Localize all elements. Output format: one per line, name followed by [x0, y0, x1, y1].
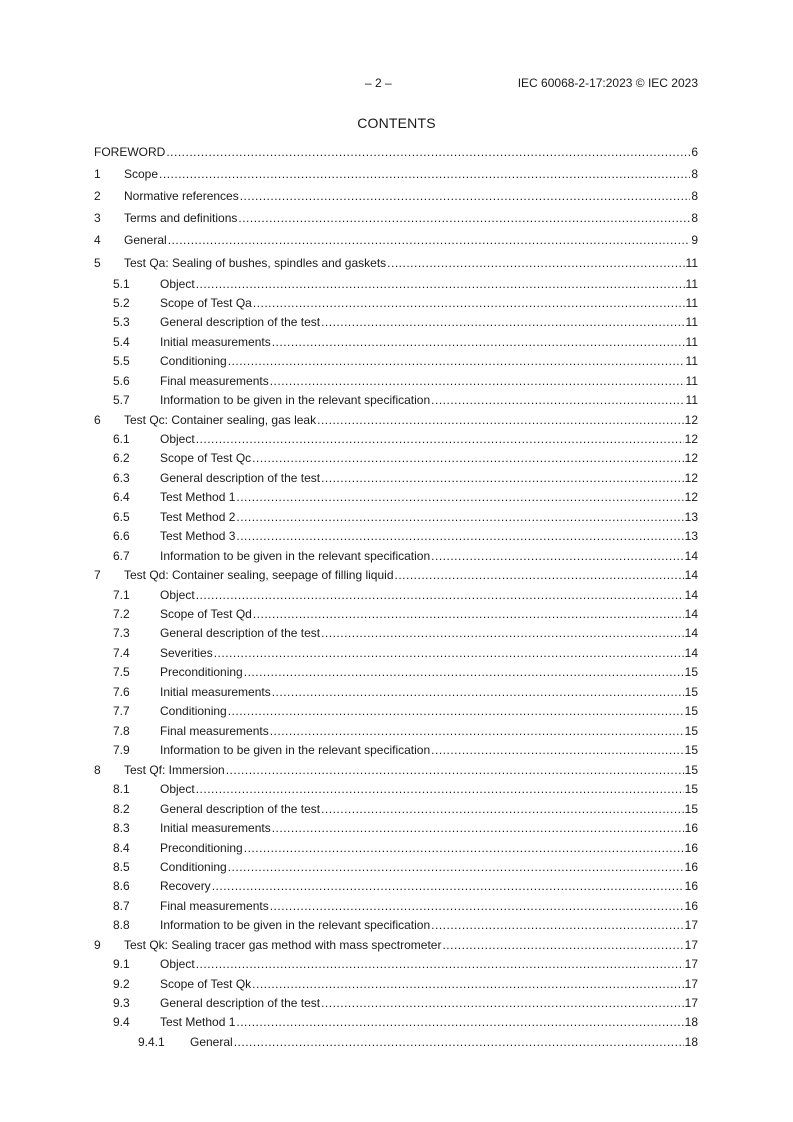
toc-entry-number: 9.3 [113, 996, 130, 1010]
toc-entry[interactable] [113, 704, 698, 719]
toc-entry[interactable] [138, 1035, 698, 1050]
toc-entry-number: 5.5 [113, 354, 130, 368]
toc-entry-title: Conditioning [160, 704, 227, 718]
dot-leader [238, 211, 690, 226]
toc-entry-title: Final measurements [160, 899, 269, 913]
toc-entry-title: Initial measurements [160, 685, 271, 699]
toc-entry-title: Scope of Test Qa [160, 296, 252, 310]
toc-entry-number: 7.8 [113, 724, 130, 738]
toc-entry-number: 7.5 [113, 665, 130, 679]
toc-entry-number: 8 [94, 763, 101, 777]
toc-entry[interactable] [113, 899, 698, 914]
toc-entry-title: Severities [160, 646, 213, 660]
toc-entry-page: 14 [684, 588, 698, 602]
toc-entry-page: 8 [691, 167, 698, 181]
toc-entry-title: Test Qa: Sealing of bushes, spindles and gaskets [124, 256, 387, 270]
toc-entry-number: 2 [94, 189, 101, 203]
toc-entry-page: 11 [685, 393, 698, 407]
dot-leader [240, 189, 691, 204]
toc-entry-number: 8.7 [113, 899, 130, 913]
dot-leader [196, 432, 684, 447]
toc-entry-number: 7.9 [113, 743, 130, 757]
dot-leader [212, 879, 684, 894]
toc-entry-title: Scope of Test Qd [160, 607, 252, 621]
toc-entry[interactable] [113, 860, 698, 875]
toc-entry[interactable] [113, 549, 698, 564]
toc-entry-title: Preconditioning [160, 841, 243, 855]
toc-entry[interactable] [113, 374, 698, 389]
toc-entry[interactable] [113, 996, 698, 1011]
toc-entry-page: 16 [684, 879, 698, 893]
toc-entry-number: 4 [94, 233, 101, 247]
toc-entry-page: 12 [684, 471, 698, 485]
dot-leader [234, 1035, 684, 1050]
dot-leader [253, 607, 684, 622]
dot-leader [214, 646, 684, 661]
toc-entry[interactable] [113, 782, 698, 797]
standard-reference: IEC 60068-2-17:2023 © IEC 2023 [517, 76, 698, 90]
toc-title: CONTENTS [357, 115, 436, 131]
dot-leader [431, 918, 683, 933]
toc-entry-page: 8 [691, 211, 698, 225]
toc-entry-title: Object [160, 782, 195, 796]
dot-leader [228, 704, 684, 719]
dot-leader [196, 782, 684, 797]
dot-leader [272, 685, 684, 700]
toc-entry-page: 17 [684, 918, 698, 932]
page-header [0, 76, 793, 92]
toc-entry[interactable] [113, 841, 698, 856]
dot-leader [253, 296, 685, 311]
toc-entry-page: 16 [684, 821, 698, 835]
toc-entry[interactable] [113, 471, 698, 486]
toc-entry-number: 7.3 [113, 626, 130, 640]
toc-entry-page: 15 [684, 763, 698, 777]
toc-entry-page: 17 [684, 977, 698, 991]
toc-entry-title: Conditioning [160, 354, 227, 368]
toc-entry[interactable] [113, 957, 698, 972]
toc-entry-title: Information to be given in the relevant specification [160, 393, 431, 407]
toc-entry-number: 9.1 [113, 957, 130, 971]
dot-leader [168, 233, 691, 248]
toc-entry[interactable] [113, 296, 698, 311]
dot-leader [236, 529, 683, 544]
toc-entry[interactable] [94, 167, 698, 182]
toc-entry-title: Information to be given in the relevant specification [160, 743, 431, 757]
toc-entry-number: 6.3 [113, 471, 130, 485]
toc-entry[interactable] [113, 315, 698, 330]
toc-entry-page: 12 [684, 451, 698, 465]
toc-entry-page: 12 [684, 490, 698, 504]
toc-entry-number: 5.6 [113, 374, 130, 388]
dot-leader [321, 471, 684, 486]
toc-entry-number: 6.2 [113, 451, 130, 465]
toc-entry-page: 14 [684, 626, 698, 640]
toc-entry-page: 11 [685, 296, 698, 310]
dot-leader [236, 510, 683, 525]
toc-entry-title: Information to be given in the relevant specification [160, 549, 431, 563]
toc-entry-title: Test Qd: Container sealing, seepage of filling liquid [124, 568, 394, 582]
toc-entry-page: 15 [684, 724, 698, 738]
dot-leader [228, 354, 685, 369]
toc-entry-page: 9 [691, 233, 698, 247]
toc-entry[interactable] [113, 393, 698, 408]
toc-entry-title: Test Method 3 [160, 529, 236, 543]
toc-entry[interactable] [94, 145, 698, 160]
toc-entry-number: 6.7 [113, 549, 130, 563]
toc-entry-number: 6 [94, 413, 101, 427]
toc-entry[interactable] [113, 665, 698, 680]
toc-entry-number: 7 [94, 568, 101, 582]
toc-entry[interactable] [94, 189, 698, 204]
toc-entry[interactable] [113, 490, 698, 505]
toc-entry-title: Normative references [124, 189, 239, 203]
toc-entry-title: Test Method 1 [160, 490, 236, 504]
toc-entry-number: 6.5 [113, 510, 130, 524]
toc-entry-page: 11 [685, 315, 698, 329]
toc-entry-page: 18 [684, 1015, 698, 1029]
toc-entry-number: 5.1 [113, 277, 130, 291]
dot-leader [226, 763, 684, 778]
toc-entry-number: 8.3 [113, 821, 130, 835]
toc-entry-title: Preconditioning [160, 665, 243, 679]
toc-entry-title: Test Qc: Container sealing, gas leak [124, 413, 317, 427]
toc-entry-number: 5.3 [113, 315, 130, 329]
dot-leader [270, 899, 684, 914]
dot-leader [387, 256, 684, 271]
toc-entry[interactable] [113, 277, 698, 292]
toc-entry-number: 8.8 [113, 918, 130, 932]
toc-entry-title: Object [160, 588, 195, 602]
toc-entry-page: 12 [684, 432, 698, 446]
toc-entry-page: 17 [684, 957, 698, 971]
dot-leader [159, 167, 690, 182]
dot-leader [270, 724, 684, 739]
toc-entry-title: Object [160, 277, 195, 291]
toc-entry-page: 13 [684, 510, 698, 524]
toc-entry-title: General description of the test [160, 626, 321, 640]
toc-entry-page: 14 [684, 549, 698, 563]
toc-entry-number: 7.6 [113, 685, 130, 699]
toc-entry[interactable] [113, 607, 698, 622]
dot-leader [252, 977, 683, 992]
toc-entry[interactable] [94, 763, 698, 778]
toc-entry-page: 16 [684, 841, 698, 855]
toc-entry-number: 5.7 [113, 393, 130, 407]
toc-entry-title: Conditioning [160, 860, 227, 874]
toc-entry[interactable] [94, 211, 698, 226]
dot-leader [196, 957, 684, 972]
toc-entry-title: Object [160, 957, 195, 971]
toc-entry[interactable] [113, 529, 698, 544]
toc-entry-page: 11 [685, 335, 698, 349]
toc-entry-number: 5.4 [113, 335, 130, 349]
toc-entry-number: 3 [94, 211, 101, 225]
toc-entry-page: 12 [684, 413, 698, 427]
toc-entry-title: FOREWORD [94, 145, 166, 159]
toc-entry-page: 11 [685, 277, 698, 291]
dot-leader [321, 802, 684, 817]
dot-leader [270, 374, 685, 389]
dot-leader [166, 145, 690, 160]
page-number: – 2 – [365, 76, 392, 90]
toc-entry-page: 15 [684, 782, 698, 796]
toc-entry[interactable] [113, 626, 698, 641]
toc-entry-number: 8.6 [113, 879, 130, 893]
toc-entry[interactable] [113, 802, 698, 817]
toc-entry[interactable] [113, 588, 698, 603]
toc-entry-page: 14 [684, 607, 698, 621]
toc-entry-page: 6 [691, 145, 698, 159]
toc-entry-number: 6.1 [113, 432, 130, 446]
toc-entry-number: 9.2 [113, 977, 130, 991]
dot-leader [244, 841, 684, 856]
dot-leader [321, 996, 684, 1011]
toc-entry[interactable] [113, 510, 698, 525]
toc-entry-title: General description of the test [160, 471, 321, 485]
dot-leader [272, 821, 684, 836]
toc-entry[interactable] [113, 335, 698, 350]
toc-entry-title: Terms and definitions [124, 211, 238, 225]
toc-entry-title: Test Method 1 [160, 1015, 236, 1029]
toc-entry-number: 7.2 [113, 607, 130, 621]
toc-entry-page: 15 [684, 743, 698, 757]
toc-entry-number: 8.4 [113, 841, 130, 855]
toc-entry-page: 17 [684, 938, 698, 952]
toc-entry[interactable] [94, 413, 698, 428]
toc-entry[interactable] [113, 685, 698, 700]
toc-entry-title: General [124, 233, 167, 247]
dot-leader [395, 568, 684, 583]
dot-leader [236, 1015, 683, 1030]
toc-entry[interactable] [94, 568, 698, 583]
toc-entry-number: 5 [94, 256, 101, 270]
toc-entry[interactable] [113, 977, 698, 992]
toc-entry[interactable] [113, 646, 698, 661]
dot-leader [321, 315, 684, 330]
toc-entry-title: Recovery [160, 879, 211, 893]
toc-entry[interactable] [113, 879, 698, 894]
toc-entry-page: 11 [685, 354, 698, 368]
dot-leader [442, 938, 683, 953]
dot-leader [196, 588, 684, 603]
toc-entry[interactable] [113, 451, 698, 466]
toc-entry[interactable] [113, 743, 698, 758]
toc-entry-page: 16 [684, 860, 698, 874]
dot-leader [272, 335, 685, 350]
toc-entry-number: 5.2 [113, 296, 130, 310]
toc-entry-title: Scope of Test Qc [160, 451, 252, 465]
toc-entry[interactable] [94, 938, 698, 953]
toc-entry-title: General description of the test [160, 996, 321, 1010]
toc-entry-number: 8.5 [113, 860, 130, 874]
dot-leader [196, 277, 685, 292]
toc-entry-page: 17 [684, 996, 698, 1010]
toc-entry[interactable] [113, 724, 698, 739]
toc-entry-page: 16 [684, 899, 698, 913]
toc-entry-title: Scope [124, 167, 159, 181]
toc-entry-number: 7.4 [113, 646, 130, 660]
dot-leader [317, 413, 684, 428]
toc-entry-page: 15 [684, 704, 698, 718]
toc-entry-page: 14 [684, 646, 698, 660]
toc-entry-title: Test Qk: Sealing tracer gas method with mass spectrometer [124, 938, 442, 952]
toc-entry-number: 6.6 [113, 529, 130, 543]
toc-entry-number: 9 [94, 938, 101, 952]
toc-entry-title: Scope of Test Qk [160, 977, 252, 991]
toc-entry-title: Test Method 2 [160, 510, 236, 524]
toc-entry-number: 6.4 [113, 490, 130, 504]
toc-entry-title: Information to be given in the relevant specification [160, 918, 431, 932]
toc-entry-number: 8.1 [113, 782, 130, 796]
dot-leader [228, 860, 684, 875]
toc-entry-title: Initial measurements [160, 335, 271, 349]
toc-entry-title: Final measurements [160, 724, 269, 738]
toc-entry[interactable] [113, 821, 698, 836]
toc-entry-title: Object [160, 432, 195, 446]
dot-leader [236, 490, 683, 505]
dot-leader [431, 743, 683, 758]
toc-entry-title: General description of the test [160, 315, 321, 329]
toc-entry[interactable] [113, 918, 698, 933]
toc-entry-page: 15 [684, 802, 698, 816]
toc-entry-title: General [190, 1035, 233, 1049]
dot-leader [431, 393, 684, 408]
toc-entry-page: 11 [685, 374, 698, 388]
toc-entry-page: 11 [685, 256, 698, 270]
toc-entry[interactable] [113, 354, 698, 369]
toc-entry-page: 14 [684, 568, 698, 582]
toc-entry-title: Final measurements [160, 374, 269, 388]
toc-entry-page: 13 [684, 529, 698, 543]
toc-entry-number: 7.1 [113, 588, 130, 602]
toc-entry-number: 1 [94, 167, 101, 181]
toc-entry-title: Initial measurements [160, 821, 271, 835]
dot-leader [321, 626, 684, 641]
toc-entry-title: Test Qf: Immersion [124, 763, 225, 777]
toc-entry[interactable] [113, 1015, 698, 1030]
toc-entry-number: 9.4.1 [138, 1035, 165, 1049]
toc-entry-page: 18 [684, 1035, 698, 1049]
dot-leader [244, 665, 684, 680]
toc-entry-page: 15 [684, 685, 698, 699]
dot-leader [252, 451, 683, 466]
toc-entry[interactable] [113, 432, 698, 447]
toc-entry-number: 9.4 [113, 1015, 130, 1029]
toc-entry[interactable] [94, 233, 698, 248]
dot-leader [431, 549, 683, 564]
toc-entry-page: 15 [684, 665, 698, 679]
toc-entry-title: General description of the test [160, 802, 321, 816]
toc-entry-number: 8.2 [113, 802, 130, 816]
toc-entry-number: 7.7 [113, 704, 130, 718]
toc-entry[interactable] [94, 256, 698, 271]
toc-entry-page: 8 [691, 189, 698, 203]
